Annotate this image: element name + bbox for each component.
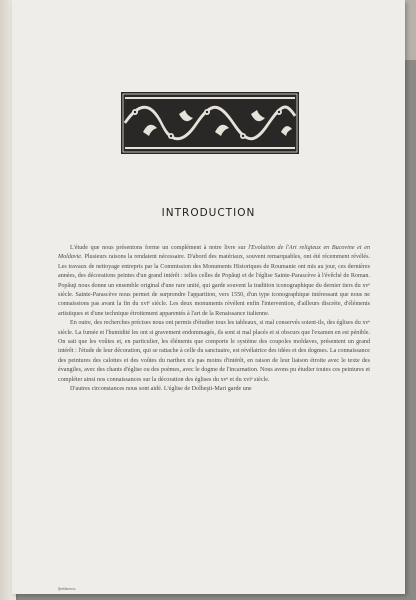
paragraph — [58, 244, 370, 319]
paragraph-text: L'étude que nous présentons forme un complément à notre livre sur — [70, 245, 249, 251]
paragraph-text: D'autres circonstances nous sont aidé. L'église de Dolheşti-Mari garde une — [70, 386, 252, 393]
body-text — [58, 244, 370, 395]
scroll-ornament-icon — [121, 92, 299, 154]
footnote: Ştefănescu. — [58, 586, 77, 591]
paragraph-text: Plusieurs raisons la rendaient nécessaire. D'abord des matériaux, souvent remarquables, ont été récemment révélés. Les travaux de nettoyage entrepris par la Commission des Monuments Historiques de Roumanie ont mis au jour, ces dernières années, des décorations peintes d'un grand intérêt : telles celles de Popăuţi et de l'église Sainte-Parascève à l'évêché de Roman. Popăuţi nous donne un ensemble original d'une rare unité, qui garde souvent la tradition iconographique du dernier tiers du xvᵉ siècle. Sainte-Parascève nous permet de surprendre l'apparition, vers 1550, d'un type iconographique intéressant que nous ne connaissions pas avant la fin du xviᵉ siècle. Les deux monuments révèlent enfin l'intervention, d'ailleurs discrète, d'éléments artistiques et d'une technique étroitement apparentés à l'art de la Renaissance italienne. — [58, 254, 370, 317]
paragraph — [58, 385, 370, 394]
book-title-italic: l'Evolution de l'Art religieux en Bucovine et en Moldavie. — [58, 245, 370, 261]
ornamental-banner — [121, 92, 299, 154]
paragraph-text: En outre, des recherches précises nous ont permis d'étudier tous les tableaux, si mal conservés soient-ils, des églises du xvᵉ siècle. La fumée et l'humidité les ont si gravement endommagés, ils sont si mal placés et si obscurs que l'examen en est pénible. On sait que les voûtes et, en particulier, les éléments que comporte le système des coupoles moldaves, présentent un grand intérêt : l'étude de leur décoration, qui se rattache à celle du sanctuaire, est révélatrice des idées et des dogmes. La connaissance des peintures des calottes et des voûtes du narthex n'a pas moins d'intérêt, en raison de leur liaison étroite avec le texte des évangiles, avec des chants d'église ou des poèmes, avec le dogme de l'incarnation. Nous avons pu étudier toutes ces peintures et compléter ainsi nos connaissances sur la décoration des églises du xvᵉ et du xviᵉ siècle. — [58, 320, 370, 383]
paragraph — [58, 319, 370, 385]
book-page — [12, 0, 405, 594]
page-title: INTRODUCTION — [161, 207, 256, 219]
